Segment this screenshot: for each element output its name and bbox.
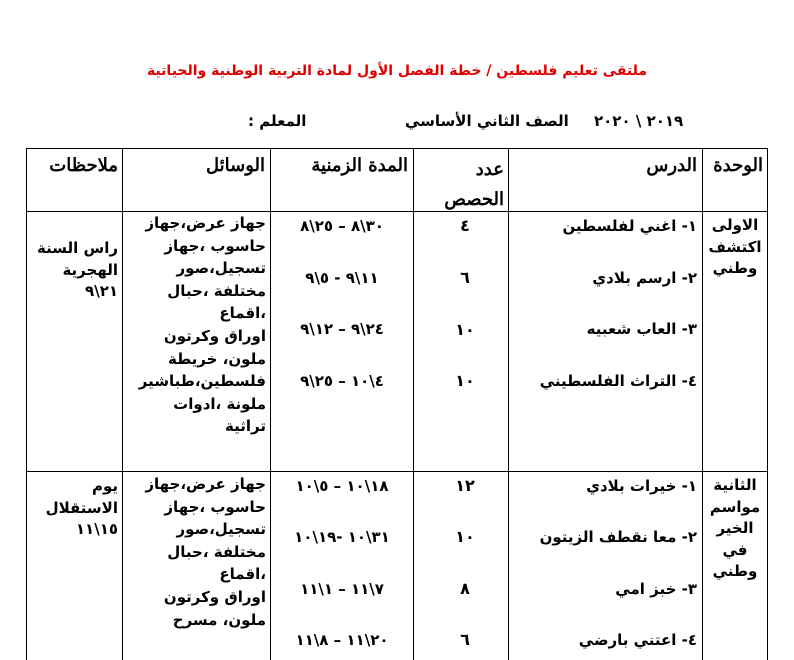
notes-line: يوم [91,477,118,495]
lesson-title: ١- خيرات بلادي [586,477,697,495]
lesson-duration: ٢٤\٩ – ١٢\٩ [300,320,384,338]
unit-name-line: الاولى [711,216,759,234]
unit-name-line: في [722,540,748,559]
tools-line: اوراق وكرتون [163,587,266,606]
lesson-duration: ١١\٩ - ٥\٩ [305,269,379,287]
lesson-duration: ٤\١٠ – ٢٥\٩ [300,372,384,390]
tools-line: تسجيل،صور [176,259,266,278]
unit-name-line: اكتشف [708,237,762,256]
lesson-title: ١- اغني لفلسطين [562,217,697,235]
notes-line: الاستقلال [45,498,118,517]
notes-cell [30,476,118,541]
column-header-duration: المدة الزمنية [311,155,408,176]
tools-line: اوراق وكرتون [163,326,266,345]
notes-cell [30,238,118,303]
notes-line: ١٥\١١ [75,520,118,538]
unit-name-line: وطني [712,562,758,580]
unit-name [705,475,765,583]
lesson-count: ٨ [460,579,470,598]
unit-name-line: وطني [712,259,758,277]
tools-line: حاسوب ،جهاز [164,497,266,516]
table-col-line [508,148,509,660]
unit-name-line: مواسم [709,497,761,516]
lesson-count: ٦ [460,630,470,649]
tools-list [126,473,266,631]
tools-line: تسجيل،صور [176,520,266,539]
table-col-line [767,148,768,660]
teacher-label: المعلم : [248,112,307,130]
lesson-duration: ٣٠\٨ – ٢٥\٨ [300,217,384,235]
table-col-line [702,148,703,660]
tools-line: جهاز عرض،جهاز [145,214,266,232]
notes-line: ٢١\٩ [85,282,118,300]
lesson-count: ١٠ [455,527,475,546]
tools-line: ،اقماع [219,304,266,323]
lesson-duration: ٣١\١٠ -١٩\١٠ [294,528,390,546]
lesson-title: ٤- اعتني بارضي [578,631,697,649]
tools-line: ملون، مسرح [172,610,266,629]
tools-list [126,212,266,438]
lesson-count: ٤ [460,216,470,235]
lesson-count: ١٠ [455,371,475,390]
tools-line: حاسوب ،جهاز [164,236,266,255]
school-year: ٢٠١٩ \ ٢٠٢٠ [594,112,684,130]
unit-name-line: الخير [716,519,754,537]
table-unit-divider [26,471,767,472]
table-col-line [122,148,123,660]
unit-name-line: الثانية [713,476,757,494]
tools-line: جهاز عرض،جهاز [145,475,266,493]
tools-line: ملونة ،ادوات [173,394,266,413]
table-col-line [26,148,27,660]
column-header-tools: الوسائل [206,155,265,176]
table-col-line [413,148,414,660]
column-header-lesson: الدرس [646,155,697,176]
lesson-count: ٦ [460,268,470,287]
notes-line: الهجرية [62,260,118,279]
column-header-notes: ملاحظات [49,155,118,176]
lesson-duration: ١٨\١٠ – ٥\١٠ [295,477,389,495]
tools-line: مختلفة ،حبال [167,542,266,561]
table-col-line [270,148,271,660]
column-header-unit: الوحدة [713,155,763,176]
grade-label: الصف الثاني الأساسي [405,112,569,130]
lesson-title: ٤- التراث الفلسطيني [539,372,697,390]
table-border-top [26,148,767,149]
page-title: ملتقى تعليم فلسطين / خطة الفصل الأول لمادة التربية الوطنية والحياتية [146,63,648,79]
notes-line: راس السنة [37,239,118,257]
lesson-count: ١٠ [455,320,475,339]
unit-name [705,215,765,280]
column-header-count: عدد الحصص [444,159,504,210]
lesson-title: ٢- ارسم بلادي [592,269,697,287]
lesson-title: ٢- معا نقطف الزيتون [539,528,697,546]
lesson-count: ١٢ [455,476,475,495]
lesson-duration: ٧\١١ – ١\١١ [300,580,384,598]
tools-line: ،اقماع [219,565,266,584]
lesson-duration: ٢٠\١١ – ٨\١١ [295,631,389,649]
tools-line: مختلفة ،حبال [167,281,266,300]
tools-line: ملون، خريطة [167,349,266,368]
lesson-title: ٣- خبز امي [615,580,697,598]
lesson-title: ٣- العاب شعبيه [586,320,697,338]
tools-line: تراثية [225,417,266,436]
tools-line: فلسطين،طباشير [138,372,266,391]
